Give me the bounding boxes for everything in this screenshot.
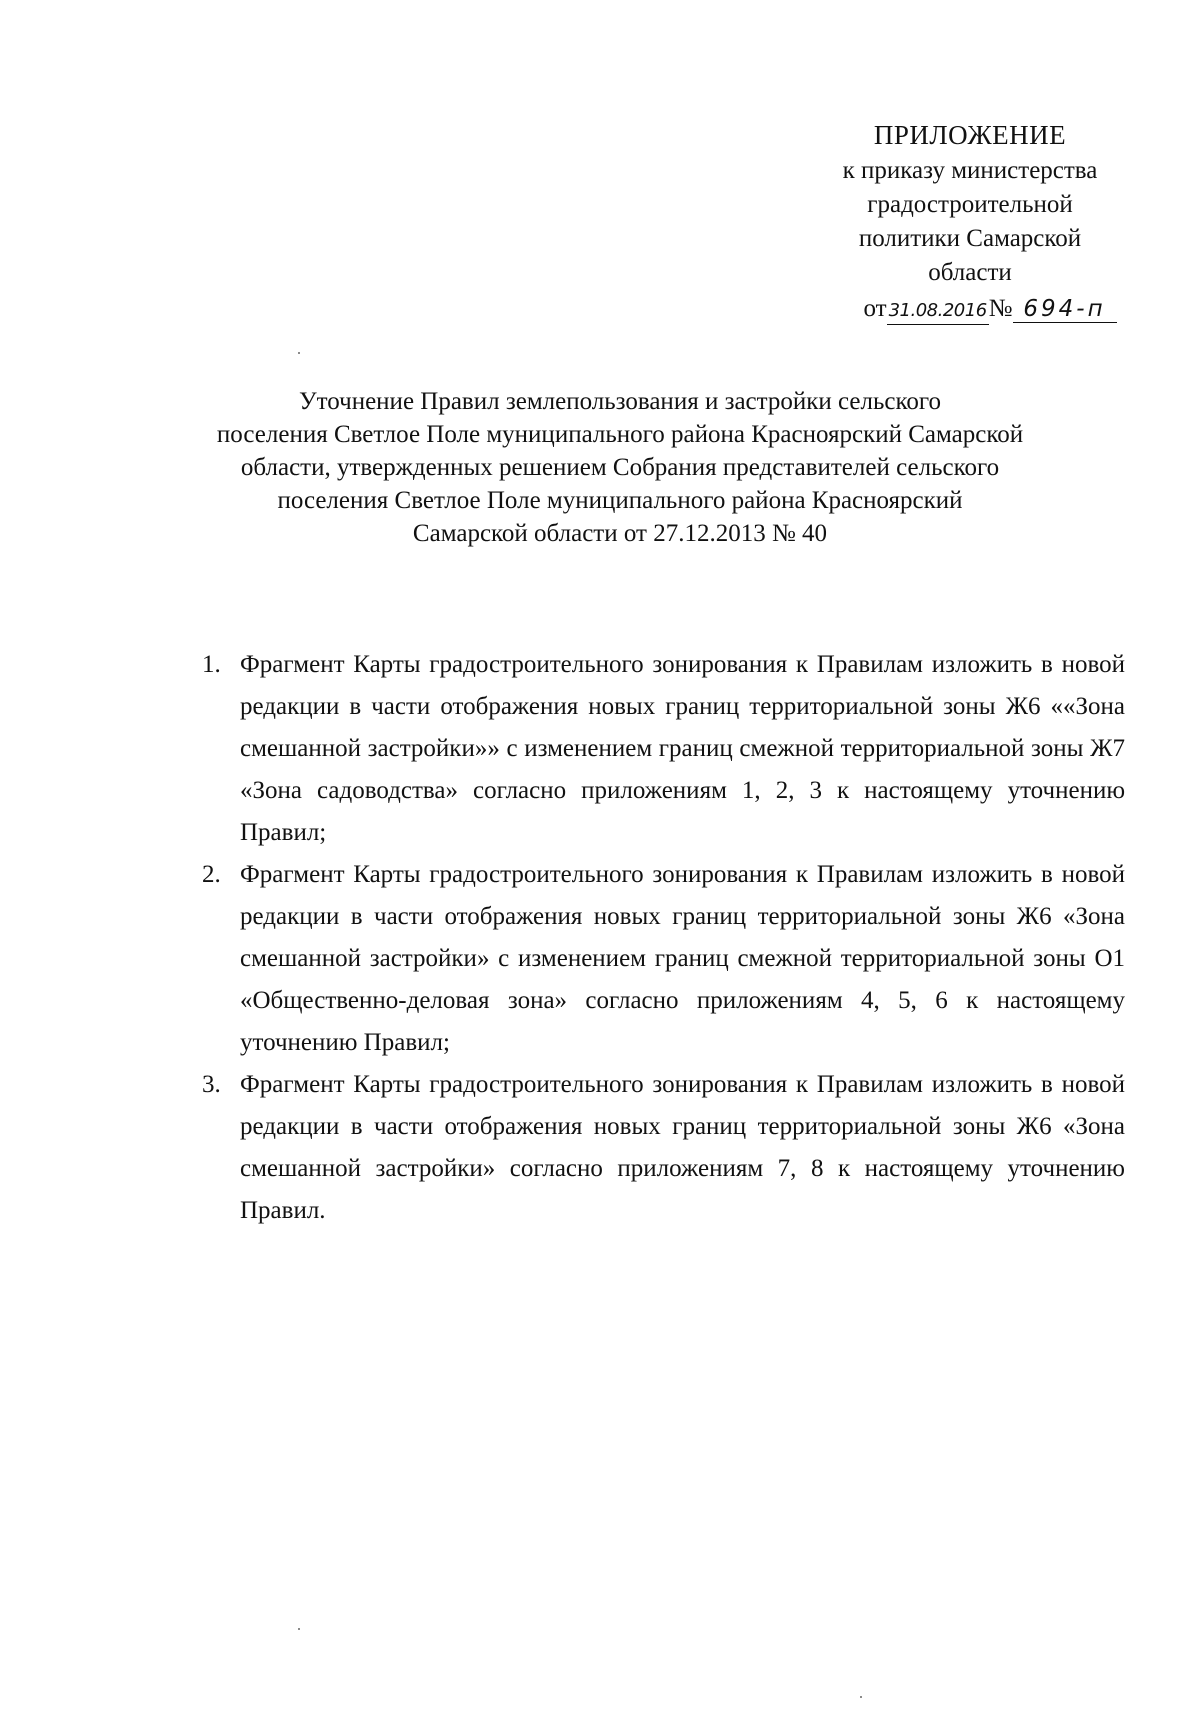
- document-title: [140, 385, 1100, 550]
- title-line: Самарской области от 27.12.2013 № 40: [412, 520, 828, 547]
- appendix-line: к приказу министерства: [842, 157, 1098, 184]
- appendix-heading: ПРИЛОЖЕНИЕ: [873, 120, 1067, 150]
- number-sign: №: [988, 295, 1013, 322]
- list-item-number: 3.: [202, 1071, 221, 1098]
- numbered-list: [190, 644, 1125, 1232]
- list-item-number: 2.: [202, 861, 221, 888]
- list-item-text: Фрагмент Карты градостроительного зонирования к Правилам изложить в новой редакции в части отображения новых границ территориальной зоны Ж6 «Зона смешанной застройки» согласно приложениям 7, 8 к настоящему уточнению Правил.: [240, 1071, 1125, 1224]
- appendix-line: градостроительной: [867, 191, 1073, 218]
- appendix-header: [800, 118, 1140, 326]
- list-item: [190, 1064, 1125, 1232]
- handwritten-order-number: 694-п: [1013, 296, 1117, 323]
- title-line: Уточнение Правил землепользования и застройки сельского: [298, 388, 942, 415]
- scan-speck: [860, 1696, 862, 1698]
- scan-speck: [298, 352, 300, 354]
- list-item-number: 1.: [202, 651, 221, 678]
- title-line: области, утвержденных решением Собрания представителей сельского: [240, 454, 1000, 481]
- scan-speck: [298, 1628, 300, 1630]
- appendix-line: области: [928, 259, 1012, 286]
- date-prefix: от: [863, 295, 887, 322]
- list-item-text: Фрагмент Карты градостроительного зонирования к Правилам изложить в новой редакции в части отображения новых границ территориальной зоны Ж6 ««Зона смешанной застройки»» с изменением границ смежной территориальной зоны Ж7 «Зона садоводства» согласно приложениям 1, 2, 3 к настоящему уточнению Правил;: [240, 651, 1125, 846]
- appendix-line: политики Самарской: [858, 225, 1082, 252]
- title-line: поселения Светлое Поле муниципального района Красноярский Самарской: [216, 421, 1024, 448]
- list-item-text: Фрагмент Карты градостроительного зонирования к Правилам изложить в новой редакции в части отображения новых границ территориальной зоны Ж6 «Зона смешанной застройки» с изменением границ смежной территориальной зоны О1 «Общественно-деловая зона» согласно приложениям 4, 5, 6 к настоящему уточнению Правил;: [240, 861, 1125, 1056]
- list-item: [190, 854, 1125, 1064]
- handwritten-order-date: 31.08.2016: [887, 298, 989, 325]
- title-line: поселения Светлое Поле муниципального района Красноярский: [277, 487, 963, 514]
- list-item: [190, 644, 1125, 854]
- order-date-number-line: [840, 292, 1140, 326]
